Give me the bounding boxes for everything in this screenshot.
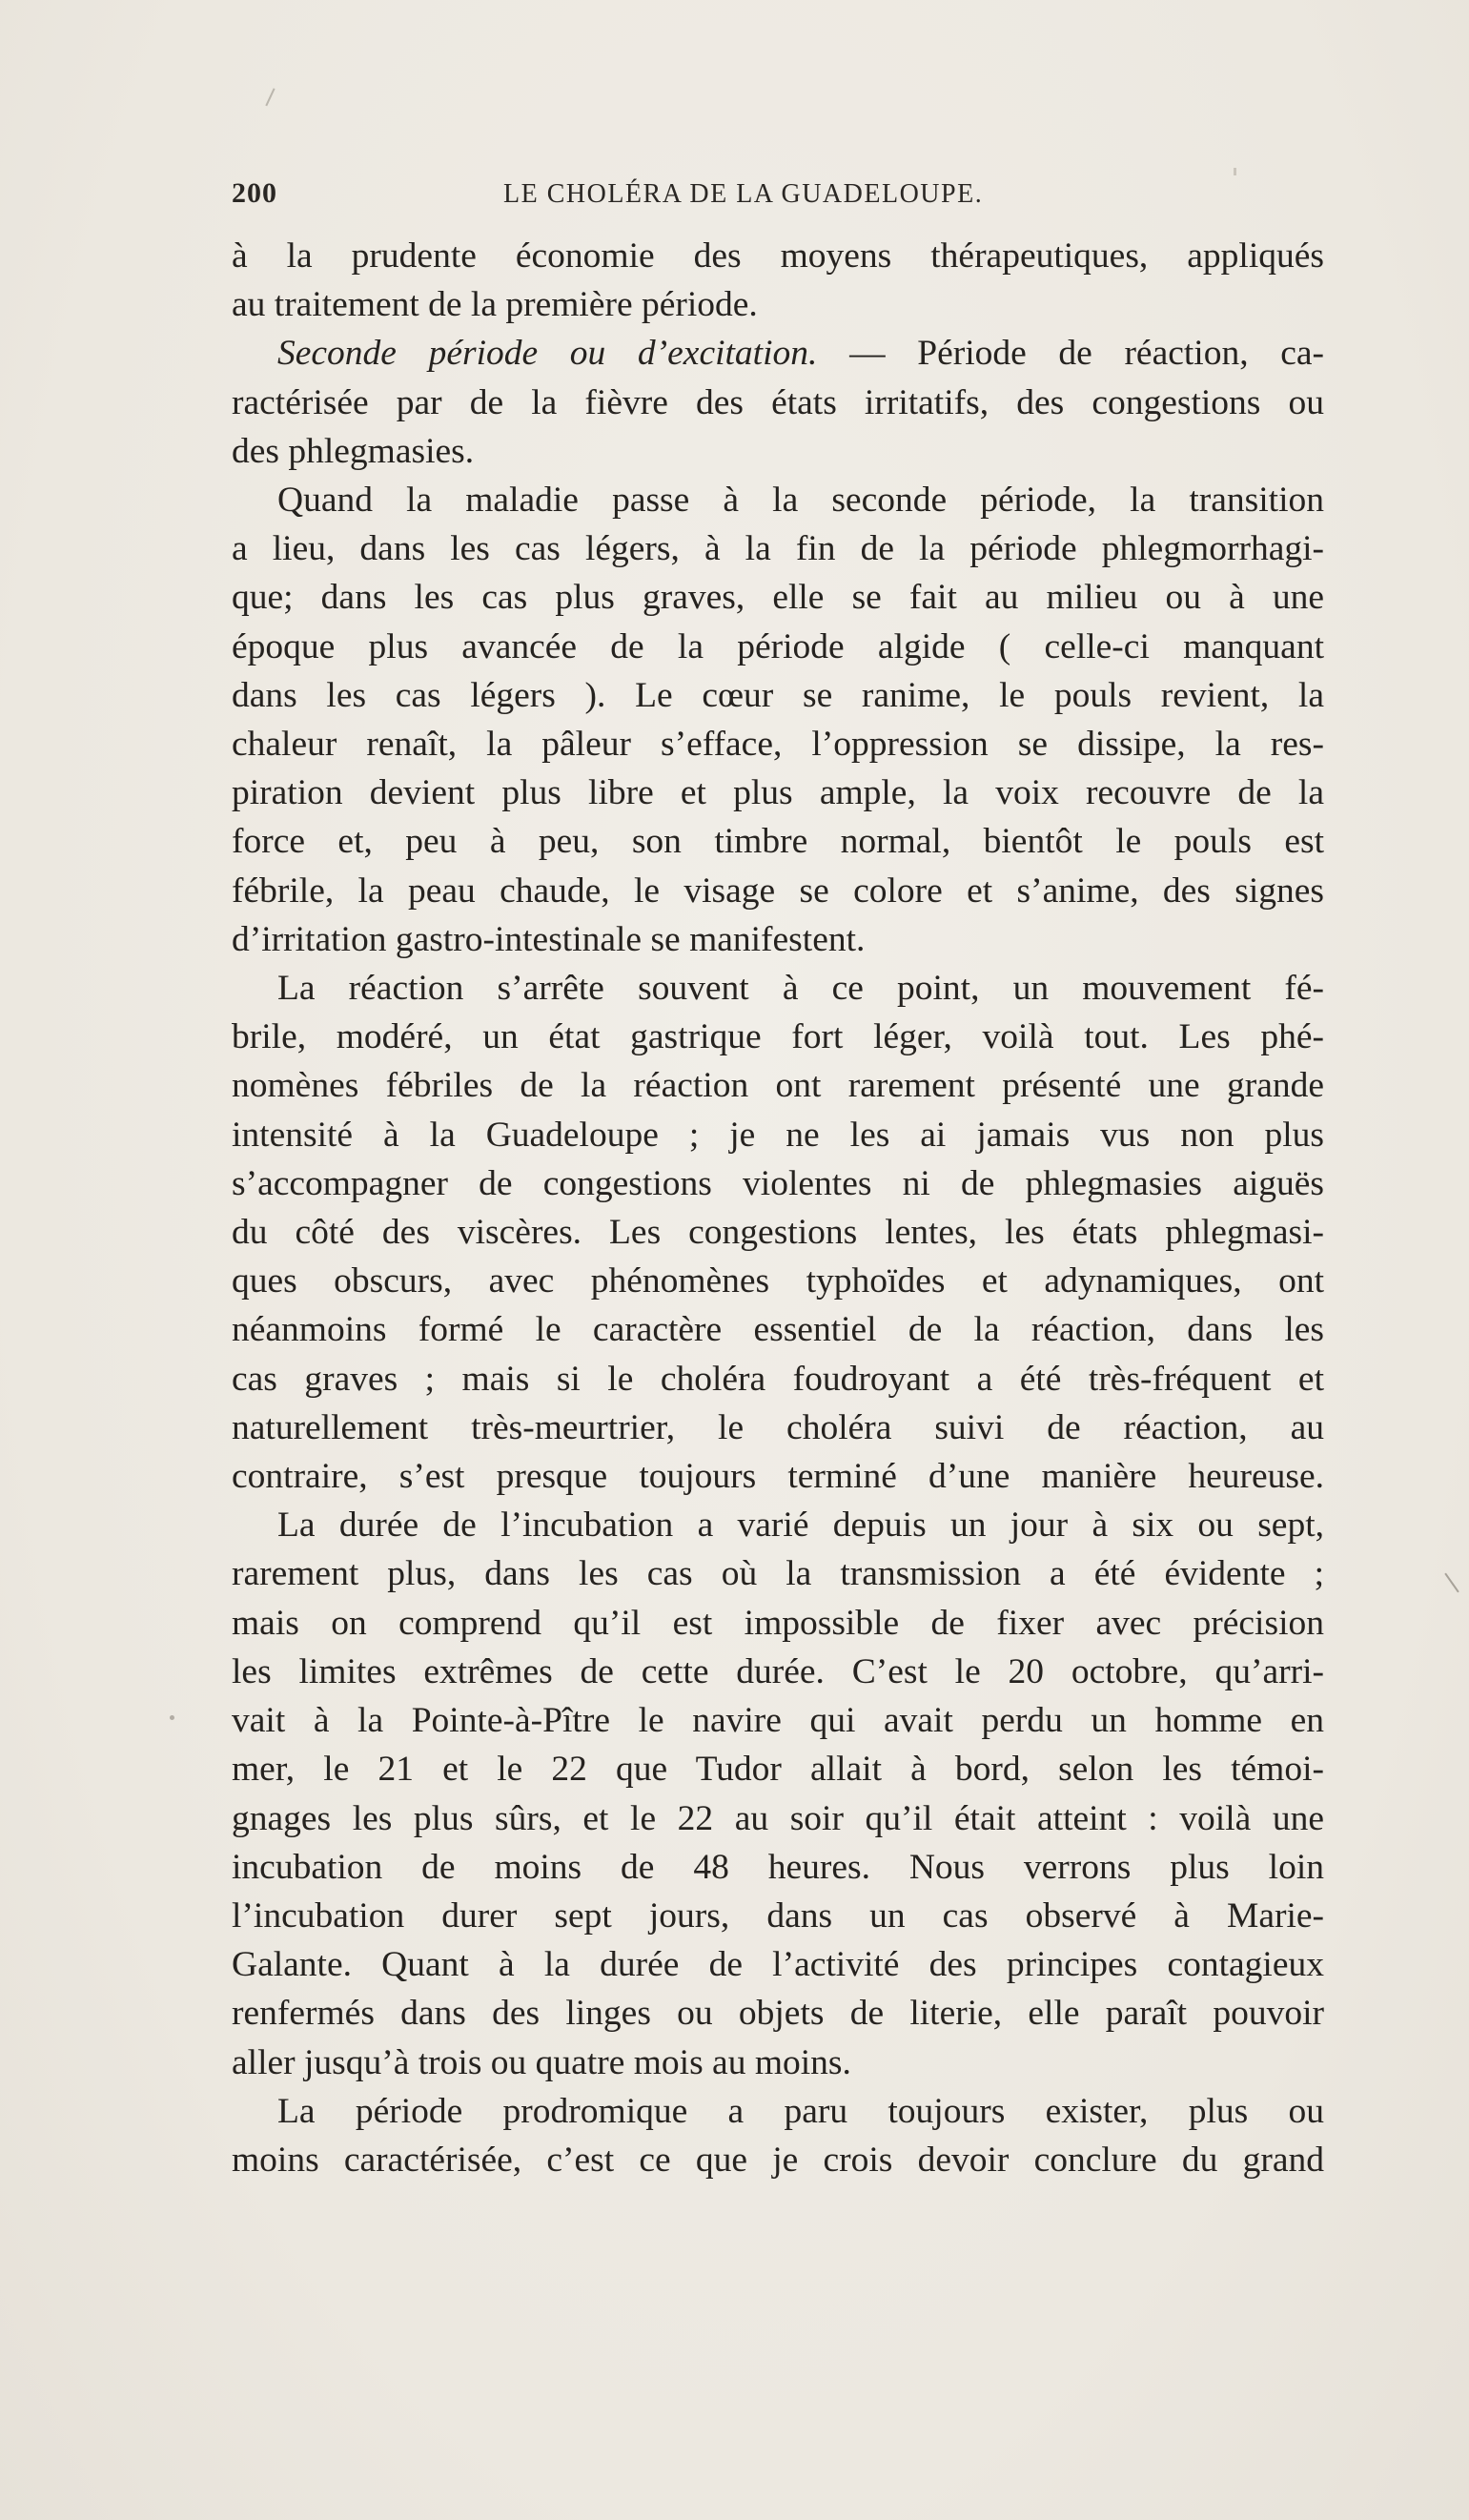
text-line: néanmoins formé le caractère essentiel de la réaction, dans les	[232, 1310, 1324, 1350]
margin-dot	[170, 1715, 174, 1720]
text-line: intensité à la Guadeloupe ; je ne les ai jamais vus non plus	[232, 1115, 1324, 1155]
text-line: renfermés dans des linges ou objets de literie, elle paraît pouvoir	[232, 1994, 1324, 2034]
text-line: l’incubation durer sept jours, dans un cas observé à Marie-	[232, 1895, 1324, 1936]
text-line: brile, modéré, un état gastrique fort léger, voilà tout. Les phé-	[232, 1017, 1324, 1057]
text-line: Quand la maladie passe à la seconde période, la transition	[277, 481, 1324, 521]
text-line: époque plus avancée de la période algide ( celle-ci manquant	[232, 626, 1324, 666]
text-line: aller jusqu’à trois ou quatre mois au moins.	[232, 2042, 851, 2082]
body-text	[232, 232, 1324, 2184]
text-line: nomènes fébriles de la réaction ont rarement présenté une grande	[232, 1066, 1324, 1106]
text-line: que; dans les cas plus graves, elle se fait au milieu ou à une	[232, 578, 1324, 618]
text-line: moins caractérisée, c’est ce que je crois devoir conclure du grand	[232, 2140, 1324, 2180]
text-line: contraire, s’est presque toujours terminé d’une manière heureuse.	[232, 1457, 1324, 1497]
italic-section-heading: Seconde période ou d’excitation.	[277, 334, 818, 374]
running-header	[232, 177, 1318, 215]
text-line: ractérisée par de la fièvre des états irritatifs, des congestions ou	[232, 382, 1324, 422]
text-line: piration devient plus libre et plus ample, la voix recouvre de la	[232, 773, 1324, 813]
pencil-mark	[265, 88, 283, 110]
text-line: cas graves ; mais si le choléra foudroyant a été très-fréquent et	[232, 1359, 1324, 1399]
text-line: au traitement de la première période.	[232, 285, 758, 325]
text-line: La durée de l’incubation a varié depuis un jour à six ou sept,	[277, 1506, 1324, 1546]
text-line: rarement plus, dans les cas où la transmission a été évidente ;	[232, 1554, 1324, 1594]
text-line: dans les cas légers ). Le cœur se ranime, le pouls revient, la	[232, 675, 1324, 715]
text-line: les limites extrêmes de cette durée. C’est le 20 octobre, qu’arri-	[232, 1651, 1324, 1691]
text-line: force et, peu à peu, son timbre normal, bientôt le pouls est	[232, 822, 1324, 862]
text-line: naturellement très-meurtrier, le choléra suivi de réaction, au	[232, 1407, 1324, 1447]
text-line: mer, le 21 et le 22 que Tudor allait à bord, selon les témoi-	[232, 1750, 1324, 1790]
text-line: La réaction s’arrête souvent à ce point, un mouvement fé-	[277, 969, 1324, 1009]
margin-mark	[1444, 1573, 1459, 1593]
page-number: 200	[232, 177, 277, 209]
text-fragment: — Période de réaction, ca-	[849, 334, 1325, 374]
text-line: a lieu, dans les cas légers, à la fin de la période phlegmorrhagi-	[232, 529, 1324, 569]
text-line: La période prodromique a paru toujours exister, plus ou	[277, 2091, 1324, 2131]
text-line: s’accompagner de congestions violentes ni de phlegmasies aiguës	[232, 1163, 1324, 1203]
text-line: fébrile, la peau chaude, le visage se colore et s’anime, des signes	[232, 871, 1324, 911]
text-line: vait à la Pointe-à-Pître le navire qui avait perdu un homme en	[232, 1701, 1324, 1741]
text-line: du côté des viscères. Les congestions lentes, les états phlegmasi-	[232, 1213, 1324, 1253]
text-line: à la prudente économie des moyens thérapeutiques, appliqués	[232, 236, 1324, 276]
text-line: mais on comprend qu’il est impossible de fixer avec précision	[232, 1603, 1324, 1643]
paper-speck	[1234, 168, 1236, 175]
text-line: Galante. Quant à la durée de l’activité des principes contagieux	[232, 1945, 1324, 1985]
text-line: d’irritation gastro-intestinale se manifestent.	[232, 919, 866, 959]
running-title: LE CHOLÉRA DE LA GUADELOUPE.	[503, 179, 984, 209]
text-line: incubation de moins de 48 heures. Nous verrons plus loin	[232, 1847, 1324, 1887]
text-line: gnages les plus sûrs, et le 22 au soir qu’il était atteint : voilà une	[232, 1798, 1324, 1838]
text-line: des phlegmasies.	[232, 431, 475, 471]
text-line-with-heading	[232, 329, 1324, 378]
text-line: chaleur renaît, la pâleur s’efface, l’oppression se dissipe, la res-	[232, 725, 1324, 765]
text-line: ques obscurs, avec phénomènes typhoïdes et adynamiques, ont	[232, 1261, 1324, 1301]
